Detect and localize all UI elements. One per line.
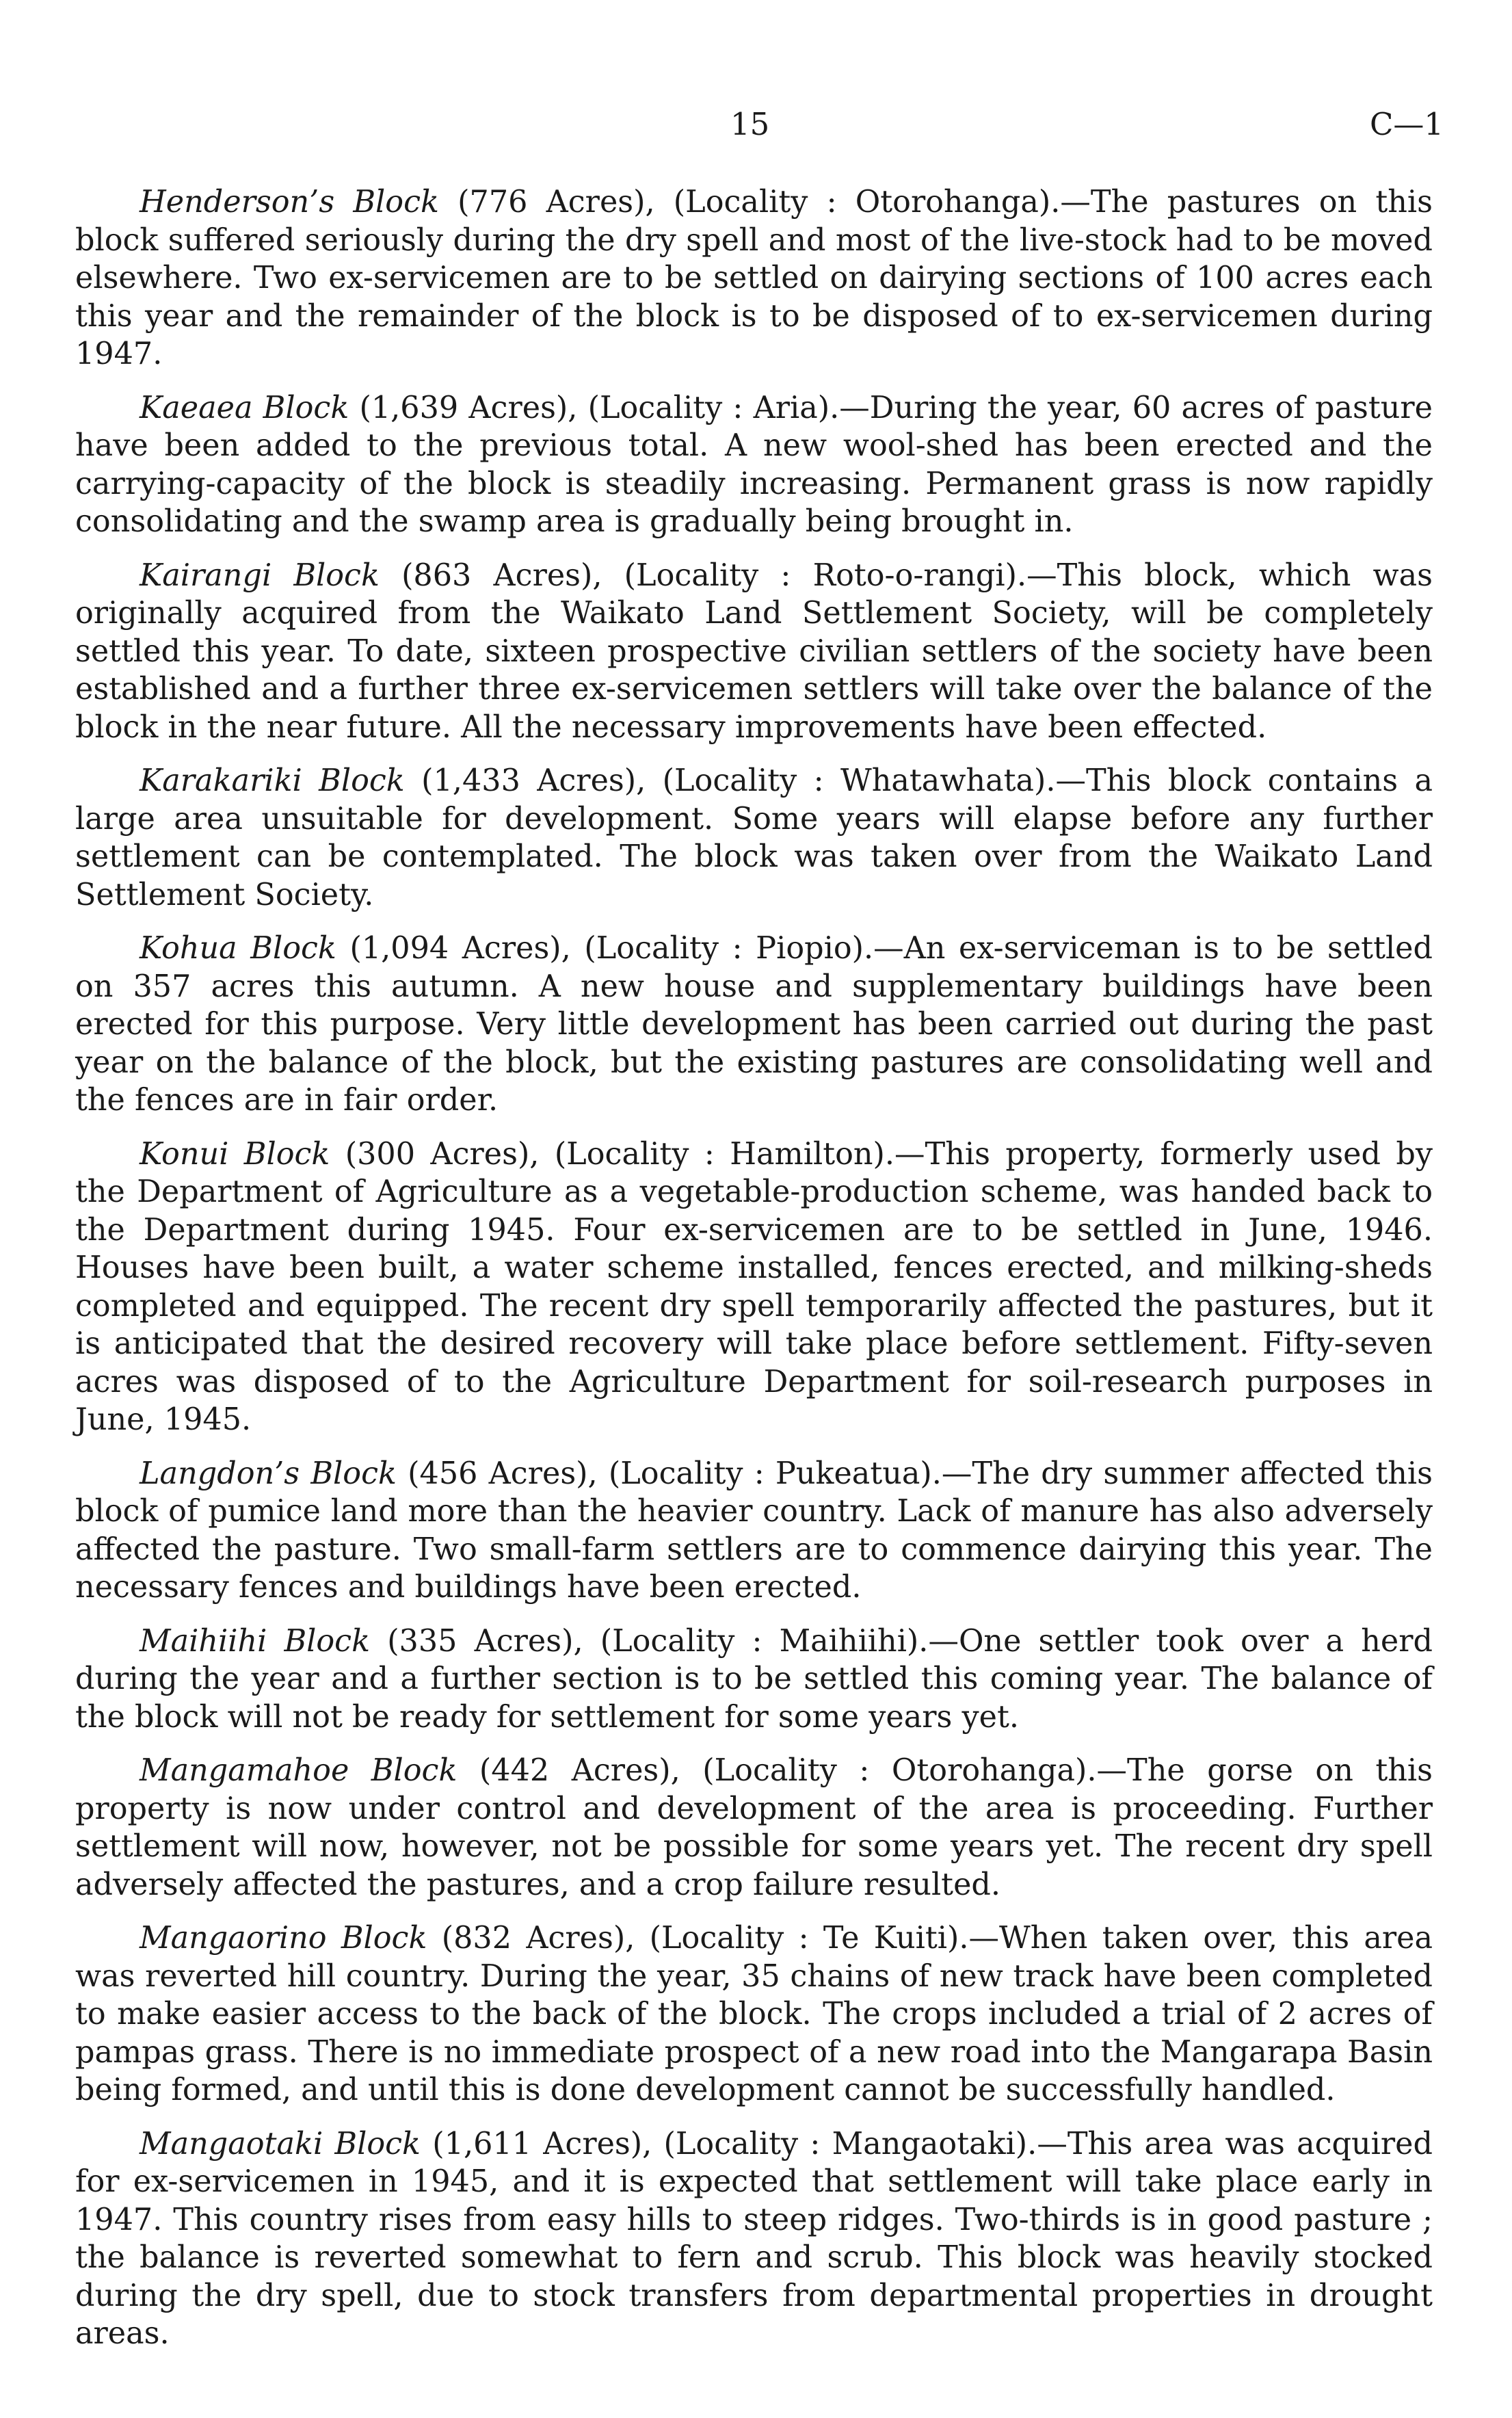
block-name: Karakariki Block — [140, 763, 405, 798]
block-details: (442 Acres), (Locality : Otorohanga). — [457, 1753, 1097, 1788]
page-header — [0, 106, 1512, 154]
block-name: Mangaorino Block — [140, 1921, 427, 1956]
document-body — [75, 183, 1433, 2369]
block-entry-mangaotaki — [75, 2125, 1433, 2353]
block-name: Kairangi Block — [140, 557, 380, 593]
block-description: —This area was acquired for ex-servicemen in 1945, and it is expected that settlement will take place early in 1947. This country rises from easy hills to steep ridges. Two-thirds is in good pasture ; the balance is reverted somewhat to fern and scrub. This block was heavily stocked during the dry spell, due to stock transfers from departmental properties in drought areas. — [75, 2126, 1433, 2351]
block-details: (1,433 Acres), (Locality : Whatawhata). — [404, 763, 1056, 798]
block-name: Langdon’s Block — [140, 1456, 397, 1491]
block-description: —The gorse on this property is now under control and development of the area is proceeding. Further settlement will now, however, not be possible for some years yet. The recent dry spell adversely affected the pastures, and a crop failure resulted. — [75, 1753, 1433, 1902]
block-entry-henderson — [75, 183, 1433, 373]
block-description: —This property, formerly used by the Department of Agriculture as a vegetable-production scheme, was handed back to the Department during 1945. Four ex-servicemen are to be settled in June, 1946. Houses have been built, a water scheme installed, fences erected, and milking-sheds completed and equipped. The recent dry spell temporarily affected the pastures, but it is anticipated that the desired recovery will take place before settlement. Fifty-seven acres was disposed of to the Agriculture Department for soil-research purposes in June, 1945. — [75, 1136, 1433, 1437]
block-name: Mangaotaki Block — [140, 2126, 421, 2161]
block-name: Konui Block — [140, 1136, 330, 1172]
block-name: Henderson’s Block — [140, 185, 439, 220]
block-description: —This block, which was originally acquired from the Waikato Land Settlement Society, will be completely settled this year. To date, sixteen prospective civilian settlers of the society have been established and a further three ex-servicemen settlers will take over the balance of the block in the near future. All the necessary improvements have been effected. — [75, 557, 1433, 745]
block-entry-karakariki — [75, 762, 1433, 914]
block-name: Maihiihi Block — [140, 1623, 371, 1659]
block-entry-maihiihi — [75, 1622, 1433, 1737]
block-description: —During the year, 60 acres of pasture have been added to the previous total. A new wool-shed has been erected and the carrying-capacity of the block is steadily increasing. Permanent grass is now rapidly consolidating and the swamp area is gradually being brought in. — [75, 390, 1433, 539]
block-details: (776 Acres), (Locality : Otorohanga). — [438, 185, 1061, 220]
block-details: (300 Acres), (Locality : Hamilton). — [330, 1136, 895, 1172]
block-entry-mangaorino — [75, 1919, 1433, 2110]
block-entry-mangamahoe — [75, 1752, 1433, 1904]
block-name: Kohua Block — [140, 931, 336, 966]
block-entry-kaeaea — [75, 389, 1433, 541]
block-details: (456 Acres), (Locality : Pukeatua). — [396, 1456, 942, 1491]
block-details: (1,639 Acres), (Locality : Aria). — [349, 390, 840, 425]
block-details: (1,611 Acres), (Locality : Mangaotaki). — [421, 2126, 1037, 2161]
block-description: —The pastures on this block suffered seriously during the dry spell and most of the live-stock had to be moved elsewhere. Two ex-servicemen are to be settled on dairying sections of 100 acres each this year and the remainder of the block is to be disposed of to ex-servicemen during 1947. — [75, 185, 1433, 371]
block-description: —The dry summer affected this block of pumice land more than the heavier country. Lack of manure has also adversely affected the pasture. Two small-farm settlers are to commence dairying this year. The necessary fences and buildings have been erected. — [75, 1456, 1433, 1605]
block-name: Mangamahoe Block — [140, 1753, 457, 1788]
block-entry-konui — [75, 1135, 1433, 1439]
block-details: (832 Acres), (Locality : Te Kuiti). — [427, 1921, 969, 1956]
block-details: (863 Acres), (Locality : Roto-o-rangi). — [379, 557, 1027, 593]
block-description: —This block contains a large area unsuitable for development. Some years will elapse before any further settlement can be contemplated. The block was taken over from the Waikato Land Settlement Society. — [75, 763, 1433, 912]
block-entry-langdon — [75, 1455, 1433, 1607]
block-entry-kohua — [75, 930, 1433, 1120]
block-name: Kaeaea Block — [140, 390, 349, 425]
page-number: 15 — [730, 106, 770, 142]
block-details: (335 Acres), (Locality : Maihiihi). — [370, 1623, 929, 1659]
block-description: —When taken over, this area was reverted hill country. During the year, 35 chains of new track have been completed to make easier access to the back of the block. The crops included a trial of 2 acres of pampas grass. There is no immediate prospect of a new road into the Mangarapa Basin being formed, and until this is done development cannot be successfully handled. — [75, 1921, 1433, 2107]
block-entry-kairangi — [75, 557, 1433, 747]
report-code: C—1 — [1369, 106, 1444, 142]
block-details: (1,094 Acres), (Locality : Piopio). — [336, 931, 874, 966]
block-description: —An ex-serviceman is to be settled on 357 acres this autumn. A new house and supplementary buildings have been erected for this purpose. Very little development has been carried out during the past year on the balance of the block, but the existing pastures are consolidating well and the fences are in fair order. — [75, 931, 1433, 1118]
block-description: —One settler took over a herd during the year and a further section is to be settled this coming year. The balance of the block will not be ready for settlement for some years yet. — [75, 1623, 1433, 1735]
